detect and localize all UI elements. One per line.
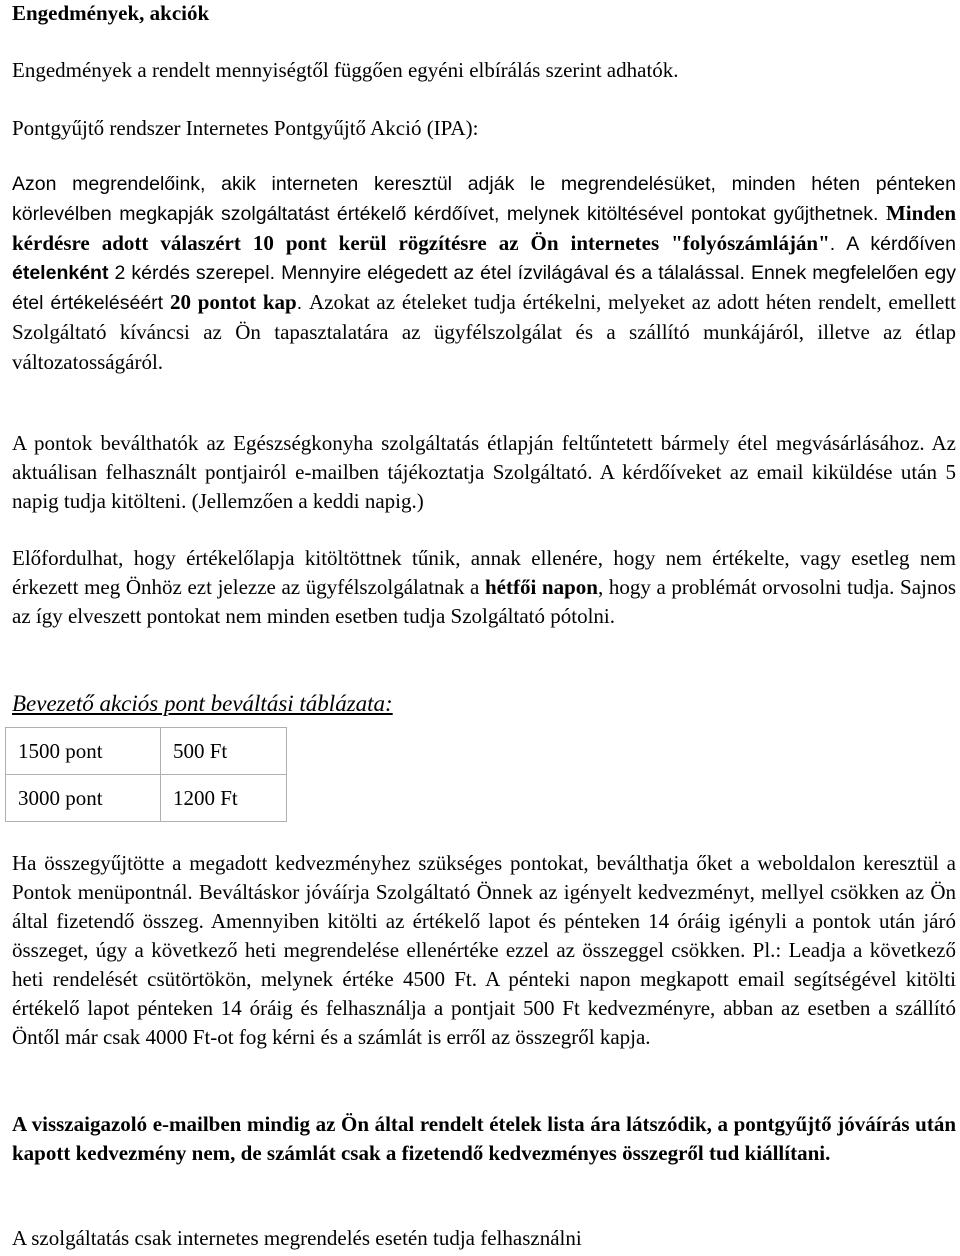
table-cell-amount: 1200 Ft bbox=[161, 775, 287, 822]
confirmation-paragraph: A visszaigazoló e-mailben mindig az Ön által rendelt ételek lista ára látszódik, a pontgyűjtő jóváírás után kapott kedvezmény nem, de számlát csak a fizetendő kedvezményes összegről tud kiállítani. bbox=[12, 1112, 956, 1165]
issue-text-1: Előfordulhat, hogy értékelőlapja kitöltöttnek tűnik, annak ellenére, hogy nem értékelte, vagy esetleg nem érkezett meg Önhöz ezt jelezze az ügyfélszolgálatnak a bbox=[12, 546, 956, 599]
points-text-5: Azokat az ételeket tudja értékelni, melyeket az adott héten rendelt, emellett Szolgáltató kíváncsi az Ön tapasztalatára az ügyfélszolgálat és a szállító munkájáról, illetve az étlap változatosságáról. bbox=[12, 290, 957, 374]
points-text-2: . A kérdőíven bbox=[829, 233, 956, 255]
table-cell-amount: 500 Ft bbox=[161, 728, 287, 775]
points-text-1: Azon megrendelőink, akik interneten keresztül adják le megrendelésüket, minden héten pénteken körlevélben megkapják szolgáltatást értékelő kérdőívet, melynek kitöltésével pontokat gyűjthetnek. bbox=[12, 173, 956, 225]
points-text-3: 2 kérdés szerepel. Mennyire elégedett az étel ízvilágával és a tálalással. Ennek megfelelően egy étel értékeléséért bbox=[12, 262, 956, 314]
monday-bold: hétfői napon bbox=[484, 575, 598, 599]
table-cell-points: 1500 pont bbox=[6, 728, 161, 775]
closing-text: A szolgáltatás csak internetes megrendelés esetén tudja felhasználni bbox=[12, 1226, 582, 1250]
table-row bbox=[6, 728, 287, 775]
points-text-4: . bbox=[296, 292, 310, 314]
points-rule-bold: Minden kérdésre adott válaszért 10 pont kerül rögzítésre az Ön internetes "folyószámláján" bbox=[12, 201, 956, 255]
usage-paragraph: Ha összegyűjtötte a megadott kedvezményhez szükséges pontokat, beválthatja őket a weboldalon keresztül a Pontok menüpontnál. Beváltáskor jóváírja Szolgáltató Önnek az igényelt kedvezményt, mellyel csökken az Ön által fizetendő összeg. Amennyiben kitölti az értékelő lapot és pénteken 14 óráig igényli a pontok után járó összeget, úgy a következő heti megrendelése ellenértéke ezzel az összeggel csökken. Pl.: Leadja a következő heti rendelését csütörtökön, melynek értéke 4500 Ft. A pénteki napon megkapott email segítségével kitölti értékelő lapot pénteken 14 óráig és felhasználja a pontjait 500 Ft kedvezményre, abban az esetben a szállító Öntől már csak 4000 Ft-ot fog kérni és a számlát is erről az összegről kapja. bbox=[12, 851, 956, 1049]
table-cell-points: 3000 pont bbox=[6, 775, 161, 822]
redeem-paragraph: A pontok beválthatók az Egészségkonyha szolgáltatás étlapján feltűntetett bármely étel megvásárlásához. Az aktuálisan felhasznált pontjairól e-mailben tájékoztatja Szolgáltató. A kérdőíveket az email kiküldése után 5 napig tudja kitölteni. (Jellemzően a keddi napig.) bbox=[12, 431, 956, 513]
page-title: Engedmények, akciók bbox=[12, 1, 210, 25]
issue-text-2: , hogy a problémát orvosolni tudja. Sajnos az így elveszett pontokat nem minden esetben tudja Szolgáltató pótolni. bbox=[12, 575, 957, 628]
points-paragraph bbox=[12, 170, 956, 378]
table-row bbox=[6, 775, 287, 822]
intro-text: Engedmények a rendelt mennyiségtől függően egyéni elbírálás szerint adhatók. bbox=[12, 58, 679, 82]
issue-paragraph bbox=[12, 544, 956, 631]
redeem-table bbox=[5, 727, 287, 822]
per-meal-bold: ételenként bbox=[12, 262, 109, 284]
ipa-heading: Pontgyűjtő rendszer Internetes Pontgyűjtő Akció (IPA): bbox=[12, 116, 479, 140]
twenty-points-bold: 20 pontot kap bbox=[170, 290, 297, 314]
table-heading: Bevezető akciós pont beváltási táblázata: bbox=[12, 691, 393, 716]
